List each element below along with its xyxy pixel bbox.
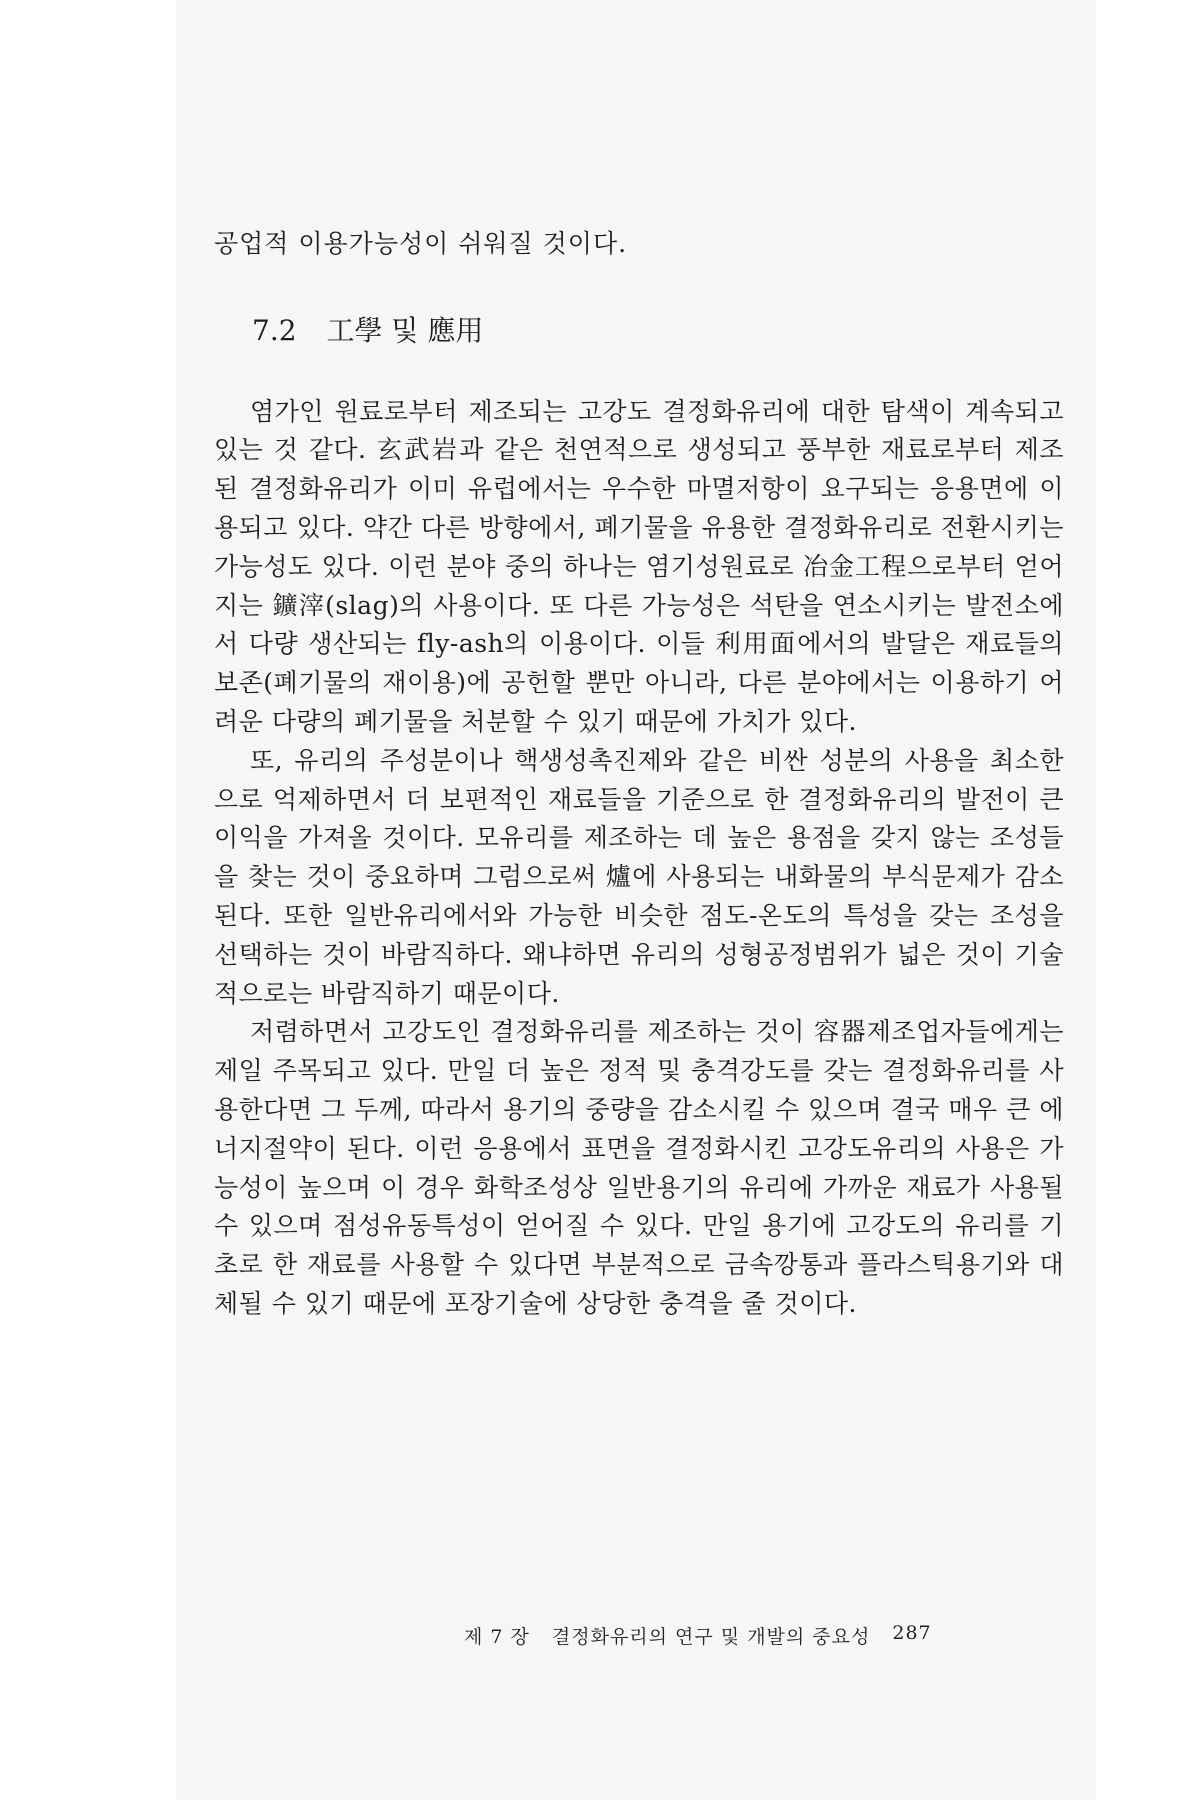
paragraph-2: 또, 유리의 주성분이나 핵생성촉진제와 같은 비싼 성분의 사용을 최소한으로 억제하면서 더 보편적인 재료들을 기준으로 한 결정화유리의 발전이 큰 이익을 가져올 것이다. 모유리를 제조하는 데 높은 용점을 갖지 않는 조성들을 찾는 것이 중요하며 그럼으로써 爐에 사용되는 내화물의 부식문제가 감소된다. 또한 일반유리에서와 가능한 비슷한 점도-온도의 특성을 갖는 조성을 선택하는 것이 바람직하다. 왜냐하면 유리의 성형공정범위가 넓은 것이 기술적으로는 바람직하기 때문이다. xyxy=(214,745,1064,1008)
paragraph-1: 염가인 원료로부터 제조되는 고강도 결정화유리에 대한 탐색이 계속되고 있는 것 같다. 玄武岩과 같은 천연적으로 생성되고 풍부한 재료로부터 제조된 결정화유리가 이미 유럽에서는 우수한 마멸저항이 요구되는 응용면에 이용되고 있다. 약간 다른 방향에서, 폐기물을 유용한 결정화유리로 전환시키는 가능성도 있다. 이런 분야 중의 하나는 염기성원료로 冶金工程으로부터 얻어지는 鑛滓(slag)의 사용이다. 또 다른 가능성은 석탄을 연소시키는 발전소에서 다량 생산되는 fly-ash의 이용이다. 이들 利用面에서의 발달은 재료들의 보존(폐기물의 재이용)에 공헌할 뿐만 아니라, 다른 분야에서는 이용하기 어려운 다량의 폐기물을 처분할 수 있기 때문에 가치가 있다. xyxy=(214,396,1064,736)
footer-title: 결정화유리의 연구 및 개발의 중요성 xyxy=(551,1626,871,1648)
section-number: 7.2 xyxy=(252,313,297,347)
section-title: 工學 및 應用 xyxy=(326,313,484,347)
page-body xyxy=(214,225,1064,1324)
page-footer xyxy=(464,1622,932,1649)
paragraph-3: 저렴하면서 고강도인 결정화유리를 제조하는 것이 容器제조업자들에게는 제일 주목되고 있다. 만일 더 높은 정적 및 충격강도를 갖는 결정화유리를 사용한다면 그 두께, 따라서 용기의 중량을 감소시킬 수 있으며 결국 매우 큰 에너지절약이 된다. 이런 응용에서 표면을 결정화시킨 고강도유리의 사용은 가능성이 높으며 이 경우 화학조성상 일반용기의 유리에 가까운 재료가 사용될 수 있으며 점성유동특성이 얻어질 수 있다. 만일 용기에 고강도의 유리를 기초로 한 재료를 사용할 수 있다면 부분적으로 금속깡통과 플라스틱용기와 대체될 수 있기 때문에 포장기술에 상당한 충격을 줄 것이다. xyxy=(214,1017,1064,1318)
footer-chapter: 제 7 장 xyxy=(464,1626,530,1648)
page-number: 287 xyxy=(892,1622,932,1644)
section-heading xyxy=(214,312,1064,351)
continued-text-line: 공업적 이용가능성이 쉬워질 것이다. xyxy=(214,229,628,258)
